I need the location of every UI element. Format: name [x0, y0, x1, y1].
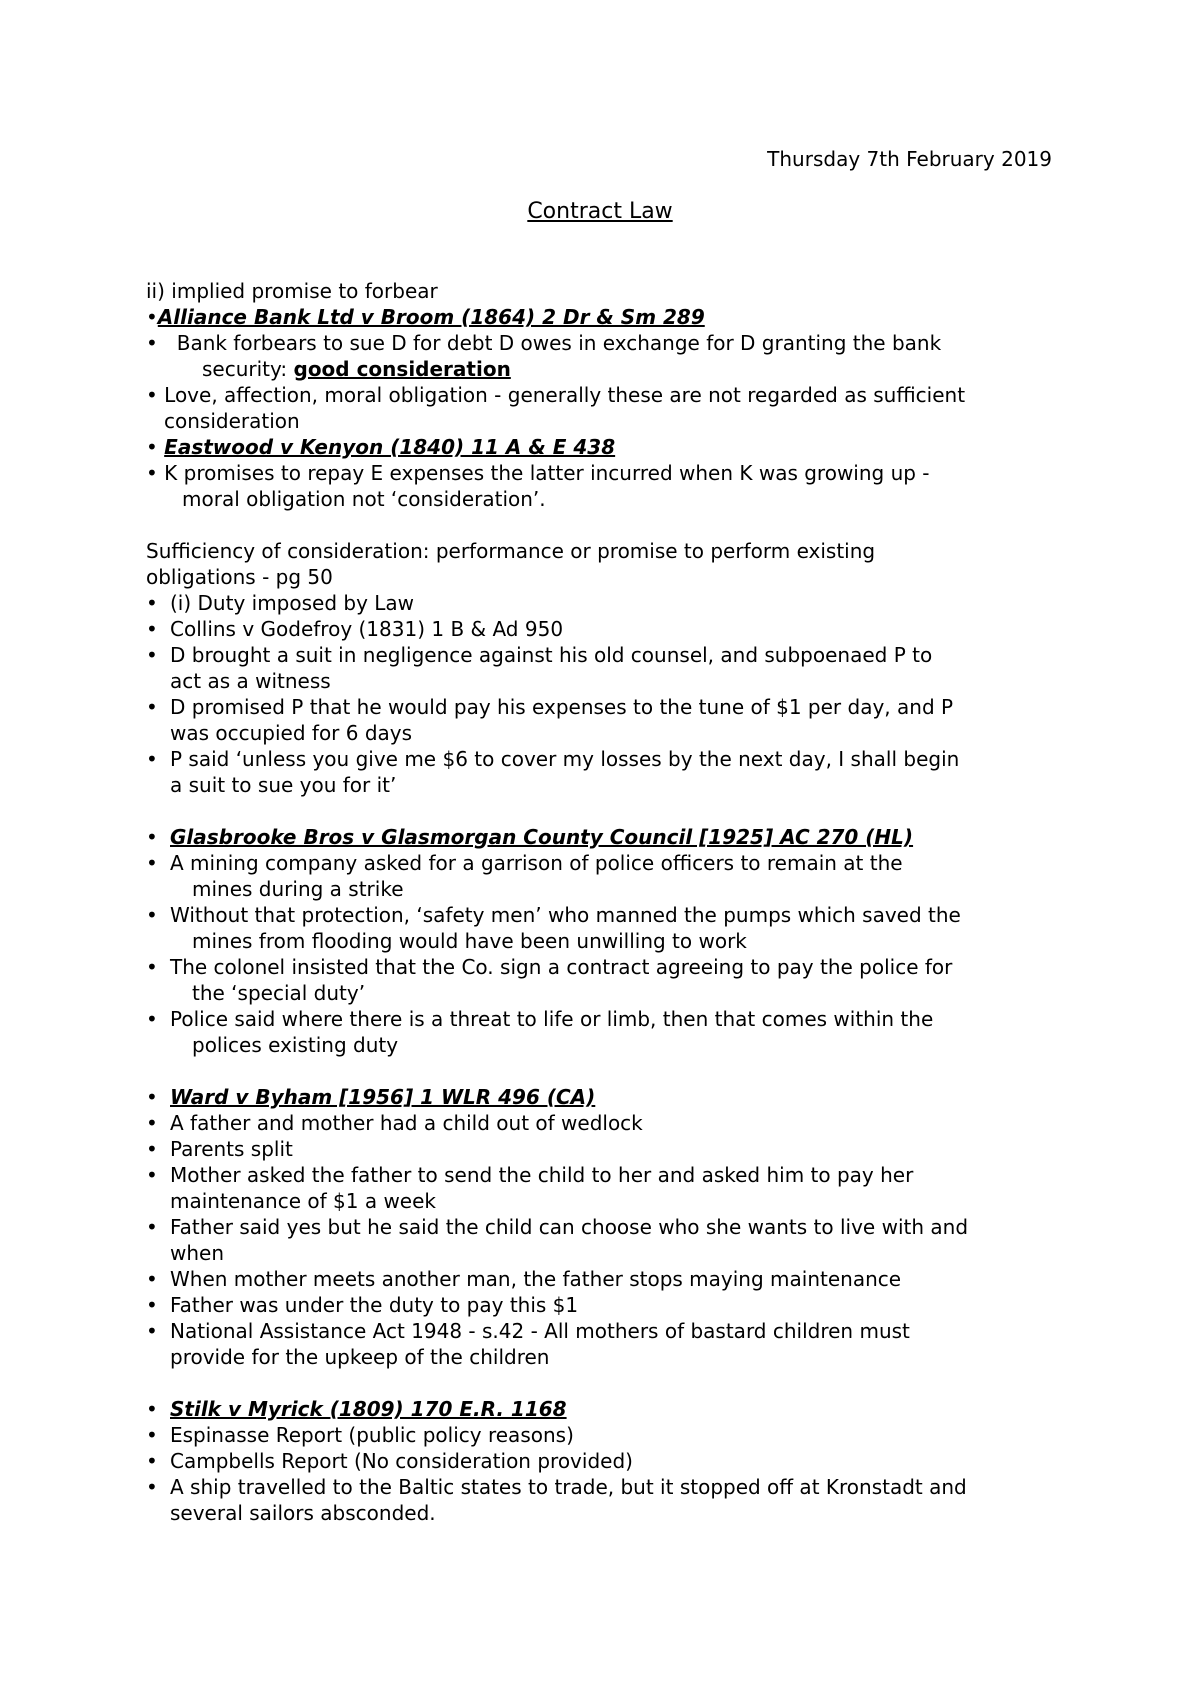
list-item-continuation [146, 356, 1076, 382]
bullet: • [146, 1449, 158, 1473]
list-item [146, 1214, 1076, 1240]
bullet: • [146, 461, 158, 485]
list-item-continuation [146, 772, 1076, 798]
list-item [146, 460, 1076, 486]
list-item-text: Espinasse Report (public policy reasons) [170, 1423, 574, 1447]
list-item [146, 1266, 1076, 1292]
list-item-continuation [146, 876, 1076, 902]
list-item-text: Father said yes but he said the child can choose who she wants to live with and [170, 1215, 969, 1239]
list-item [146, 1474, 1076, 1500]
sufficiency-list [146, 590, 1076, 798]
list-item-continuation [146, 980, 1076, 1006]
bullet: • [146, 825, 158, 849]
section-heading-sufficiency-continued: obligations - pg 50 [146, 565, 333, 589]
spacer [146, 512, 1076, 538]
bullet: • [146, 903, 158, 927]
list-item-text: K promises to repay E expenses the latter incurred when K was growing up - [164, 461, 930, 485]
list-item [146, 746, 1076, 772]
bullet: • [146, 747, 158, 771]
spacer [146, 798, 1076, 824]
list-item-continuation [146, 1240, 1076, 1266]
ward-list [146, 1110, 1076, 1370]
list-item-text: D promised P that he would pay his expenses to the tune of $1 per day, and P [170, 695, 954, 719]
list-item [146, 694, 1076, 720]
list-item [146, 1006, 1076, 1032]
list-item-continuation [146, 720, 1076, 746]
list-item-text: A father and mother had a child out of wedlock [170, 1111, 643, 1135]
list-item-text: Mother asked the father to send the child to her and asked him to pay her [170, 1163, 914, 1187]
list-item [146, 1136, 1076, 1162]
section-heading-sufficiency: Sufficiency of consideration: performance or promise to perform existing [146, 539, 876, 563]
bullet: • [146, 1163, 158, 1187]
case-heading-stilk [146, 1396, 1076, 1422]
bullet: • [146, 643, 158, 667]
list-item [146, 1292, 1076, 1318]
list-item-text: mines during a strike [192, 877, 404, 901]
list-item [146, 954, 1076, 980]
case-name-eastwood: Eastwood v Kenyon (1840) 11 A & E 438 [164, 435, 616, 459]
list-item-continuation [146, 928, 1076, 954]
list-item-continuation [146, 1032, 1076, 1058]
bullet: • [146, 617, 158, 641]
bullet: • [146, 1137, 158, 1161]
list-item [146, 642, 1076, 668]
bullet: • [146, 851, 158, 875]
list-item-text: Father was under the duty to pay this $1 [170, 1293, 579, 1317]
list-item [146, 616, 1076, 642]
list-item-text: National Assistance Act 1948 - s.42 - All mothers of bastard children must [170, 1319, 910, 1343]
spacer [146, 1370, 1076, 1396]
bullet: • [146, 1475, 158, 1499]
list-item-text: (i) Duty imposed by Law [170, 591, 415, 615]
bullet: • [146, 305, 158, 329]
list-item [146, 1162, 1076, 1188]
list-item-continuation [146, 668, 1076, 694]
case-heading-alliance-bank [146, 304, 1076, 330]
list-item-continuation [146, 1500, 1076, 1526]
list-item-text: Collins v Godefroy (1831) 1 B & Ad 950 [170, 617, 564, 641]
list-item-text: Bank forbears to sue D for debt D owes in exchange for D granting the bank [176, 331, 942, 355]
list-item-continuation [146, 408, 1076, 434]
list-item-text: D brought a suit in negligence against his old counsel, and subpoenaed P to [170, 643, 933, 667]
list-item-text: Without that protection, ‘safety men’ who manned the pumps which saved the [170, 903, 961, 927]
list-item-text: Love, affection, moral obligation - generally these are not regarded as sufficient [164, 383, 966, 407]
list-item [146, 1110, 1076, 1136]
section-heading-forbear: ii) implied promise to forbear [146, 279, 438, 303]
list-item-text: A ship travelled to the Baltic states to trade, but it stopped off at Kronstadt and [170, 1475, 967, 1499]
case-heading-ward [146, 1084, 1076, 1110]
list-item-text: P said ‘unless you give me $6 to cover my losses by the next day, I shall begin [170, 747, 960, 771]
case-name-glasbrooke: Glasbrooke Bros v Glasmorgan County Council [1925] AC 270 (HL) [170, 825, 914, 849]
list-item-text: Police said where there is a threat to life or limb, then that comes within the [170, 1007, 934, 1031]
list-item-text: the ‘special duty’ [192, 981, 366, 1005]
list-item-text: moral obligation not ‘consideration’. [182, 487, 546, 511]
list-item-text: a suit to sue you for it’ [170, 773, 397, 797]
list-item [146, 902, 1076, 928]
list-item-text: was occupied for 6 days [170, 721, 413, 745]
spacer [146, 1058, 1076, 1084]
list-item [146, 1318, 1076, 1344]
case-name-ward: Ward v Byham [1956] 1 WLR 496 (CA) [170, 1085, 596, 1109]
document-body [146, 278, 1076, 1526]
case-heading-glasbrooke [146, 824, 1076, 850]
list-item-text: when [170, 1241, 225, 1265]
list-item-continuation [146, 1344, 1076, 1370]
bullet: • [146, 1111, 158, 1135]
bullet: • [146, 1397, 158, 1421]
case-name-stilk: Stilk v Myrick (1809) 170 E.R. 1168 [170, 1397, 567, 1421]
bullet: • [146, 1423, 158, 1447]
list-item [146, 382, 1076, 408]
bullet: • [146, 435, 158, 459]
bullet: • [146, 1293, 158, 1317]
list-item [146, 590, 1076, 616]
list-item-text: Parents split [170, 1137, 293, 1161]
bullet: • [146, 955, 158, 979]
list-item-text: consideration [164, 409, 300, 433]
list-item-text: When mother meets another man, the father stops maying maintenance [170, 1267, 902, 1291]
case-heading-eastwood [146, 434, 1076, 460]
list-item [146, 330, 1076, 356]
bullet: • [146, 1319, 158, 1343]
list-item-text: A mining company asked for a garrison of police officers to remain at the [170, 851, 903, 875]
glasbrooke-list [146, 850, 1076, 1058]
list-item [146, 850, 1076, 876]
document-date: Thursday 7th February 2019 [767, 147, 1052, 171]
stilk-list [146, 1422, 1076, 1526]
list-item-text: polices existing duty [192, 1033, 399, 1057]
list-item-text: provide for the upkeep of the children [170, 1345, 550, 1369]
key-phrase: good consideration [293, 357, 511, 381]
list-item-text: act as a witness [170, 669, 331, 693]
bullet: • [146, 383, 158, 407]
list-item-text: The colonel insisted that the Co. sign a contract agreeing to pay the police for [170, 955, 953, 979]
list-item-text: security: [202, 357, 288, 381]
bullet: • [146, 1267, 158, 1291]
list-item [146, 1422, 1076, 1448]
bullet: • [146, 1085, 158, 1109]
list-item-text: several sailors absconded. [170, 1501, 436, 1525]
list-item-continuation [146, 486, 1076, 512]
case-name-alliance-bank: Alliance Bank Ltd v Broom (1864) 2 Dr & Sm 289 [157, 305, 705, 329]
list-item-text: maintenance of $1 a week [170, 1189, 436, 1213]
list-item [146, 1448, 1076, 1474]
list-item-text: Campbells Report (No consideration provided) [170, 1449, 633, 1473]
bullet: • [146, 1007, 158, 1031]
bullet: • [146, 695, 158, 719]
list-item-text: mines from flooding would have been unwilling to work [192, 929, 747, 953]
bullet: • [146, 591, 158, 615]
bullet: • [146, 331, 158, 355]
document-title: Contract Law [527, 199, 673, 224]
bullet: • [146, 1215, 158, 1239]
list-item-continuation [146, 1188, 1076, 1214]
